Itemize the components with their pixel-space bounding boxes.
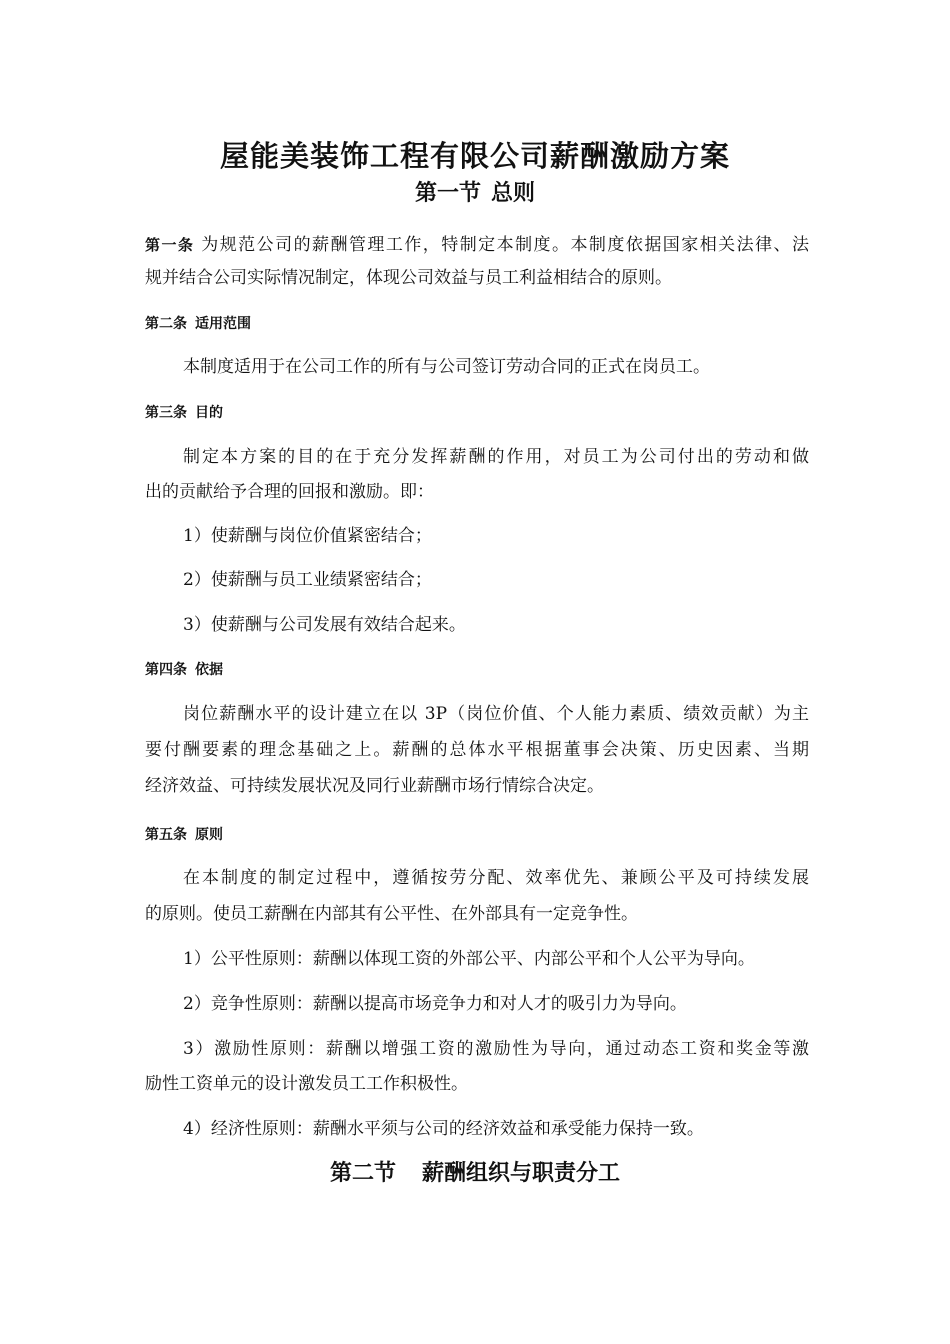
article-5-label: 第五条 [145,827,187,843]
article-5-heading [145,825,223,845]
article-1-line-2: 规并结合公司实际情况制定，体现公司效益与员工利益相结合的原则。 [145,268,672,288]
section-2-label: 第二节 [329,1160,396,1186]
article-2-label: 第二条 [145,316,187,332]
document-title: 屋能美装饰工程有限公司薪酬激励方案 [219,139,730,173]
article-4-heading [145,660,223,680]
article-5-name: 原则 [195,827,223,843]
article-5-principle-2: 2）竞争性原则：薪酬以提高市场竞争力和对人才的吸引力为导向。 [183,994,687,1014]
section-1-name: 总则 [491,180,536,206]
article-5-principle-3-line-1: 3）激励性原则：薪酬以增强工资的激励性为导向，通过动态工资和奖金等激 [183,1039,809,1059]
article-3-item-3: 3）使薪酬与公司发展有效结合起来。 [183,615,466,635]
article-3-heading [145,403,223,423]
article-4-name: 依据 [195,662,223,678]
section-2-title [0,1158,950,1188]
article-3-label: 第三条 [145,405,187,421]
article-4-line-3: 经济效益、可持续发展状况及同行业薪酬市场行情综合决定。 [145,776,604,796]
article-1-text-1: 为规范公司的薪酬管理工作，特制定本制度。本制度依据国家相关法律、法 [201,235,810,255]
article-1-line-1 [145,233,809,257]
article-5-principle-4: 4）经济性原则：薪酬水平须与公司的经济效益和承受能力保持一致。 [183,1119,704,1139]
section-1-title [0,178,950,208]
article-4-line-2: 要付酬要素的理念基础之上。薪酬的总体水平根据董事会决策、历史因素、当期 [145,740,809,760]
section-2-name: 薪酬组织与职责分工 [422,1160,621,1186]
article-5-line-1: 在本制度的制定过程中，遵循按劳分配、效率优先、兼顾公平及可持续发展 [183,868,809,888]
article-2-name: 适用范围 [195,316,251,332]
article-3-item-2: 2）使薪酬与员工业绩紧密结合； [183,570,432,590]
article-4-line-1: 岗位薪酬水平的设计建立在以 3P（岗位价值、个人能力素质、绩效贡献）为主 [183,704,809,724]
article-3-item-1: 1）使薪酬与岗位价值紧密结合； [183,526,432,546]
article-2-line-1: 本制度适用于在公司工作的所有与公司签订劳动合同的正式在岗员工。 [183,357,710,377]
article-5-line-2: 的原则。使员工薪酬在内部其有公平性、在外部具有一定竞争性。 [145,904,638,924]
article-2-heading [145,314,251,334]
article-1-label: 第一条 [145,236,195,254]
article-3-name: 目的 [195,405,223,421]
section-1-label: 第一节 [414,180,481,206]
article-5-principle-1: 1）公平性原则：薪酬以体现工资的外部公平、内部公平和个人公平为导向。 [183,949,755,969]
article-3-line-1: 制定本方案的目的在于充分发挥薪酬的作用，对员工为公司付出的劳动和做 [183,447,809,467]
article-3-line-2: 出的贡献给予合理的回报和激励。即： [145,482,434,502]
article-5-principle-3-line-2: 励性工资单元的设计激发员工工作积极性。 [145,1074,468,1094]
article-4-label: 第四条 [145,662,187,678]
